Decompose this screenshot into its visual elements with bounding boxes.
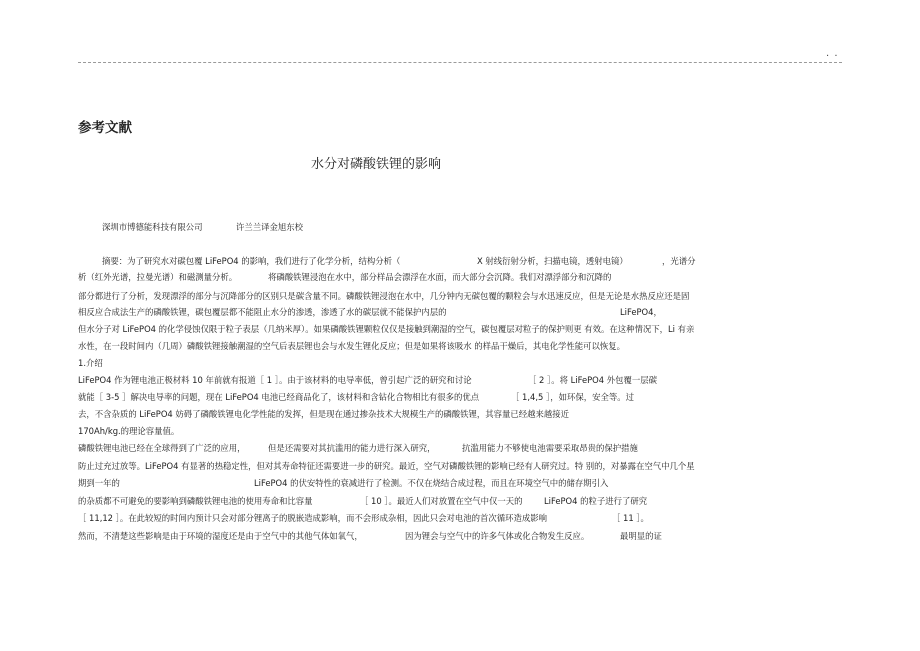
text-segment: 析（红外光谱，拉曼光谱）和磁测量分析。: [78, 272, 238, 282]
text-segment: 部分都进行了分析，发现漂浮的部分与沉降部分的区别只是碳含量不同。磷酸铁锂浸泡在水中，几分钟内无碳包覆的颗粒会与水迅速反应，但是无论是水热反应还是固: [78, 291, 690, 301]
text-segment: ，光谱分: [662, 256, 696, 266]
text-segment: 相反应合成法生产的磷酸铁锂，碳包覆层都不能阻止水分的渗透，渗透了水的碳层就不能保护内层的: [78, 307, 447, 317]
authors-line: 许兰兰译金旭东校: [236, 222, 303, 232]
text-segment: 磷酸铁锂电池已经在全球得到了广泛的应用，: [78, 443, 246, 453]
text-line: [0, 255, 920, 268]
text-segment: 1.介绍: [78, 358, 103, 368]
text-segment: ［ 11,12 ］。在此较短的时间内预计只会对部分锂离子的脱嵌造成影响，而不会形成杂相，因此只会对电池的首次循环造成影响: [78, 513, 547, 523]
text-line: [0, 357, 920, 370]
text-segment: 就能［ 3-5 ］解决电导率的问题，现在 LiFePO4 电池已经商品化了，该材料和含钻化合物相比有很多的优点: [78, 392, 480, 402]
text-segment: 期到一年的: [78, 478, 120, 488]
text-line: [0, 512, 920, 525]
text-segment: LiFePO4 的粒子进行了研究: [544, 496, 648, 506]
text-line: [0, 495, 920, 508]
text-segment: 但水分子对 LiFePO4 的化学侵蚀仅限于粒子表层（几纳米厚）。如果磷酸铁锂颗粒仅仅是接触到潮湿的空气，碳包覆层对粒子的保护则更 有效。在这种情况下，Li 有亲: [78, 324, 695, 334]
text-line: [0, 271, 920, 284]
text-line: [0, 477, 920, 490]
text-segment: 然而，不清楚这些影响是由于环境的湿度还是由于空气中的其他气体如氧气，: [78, 531, 363, 541]
text-segment: ［ 1,4,5 ］，如环保，安全等。过: [511, 392, 634, 402]
text-segment: 但是还需要对其抗滥用的能力进行深入研究，: [268, 443, 436, 453]
text-line: [0, 530, 920, 543]
text-line: [0, 460, 920, 473]
header-rule: [78, 62, 842, 63]
text-segment: 因为锂会与空气中的许多气体或化合物发生反应。: [405, 531, 590, 541]
text-segment: LiFePO4，: [620, 307, 662, 317]
header-marks: . .: [826, 48, 839, 59]
section-heading: 参考文献: [78, 120, 132, 136]
text-segment: ［ 2 ］。将 LiFePO4 外包覆一层碳: [528, 375, 658, 385]
text-segment: ［ 10 ］。最近人们对放置在空气中仅一天的: [360, 496, 523, 506]
text-line: [0, 323, 920, 336]
text-segment: X 射线衍射分析，扫描电镜，透射电镜）: [477, 256, 628, 266]
text-line: [0, 306, 920, 319]
text-line: [0, 340, 920, 353]
text-segment: 摘要：为了研究水对碳包覆 LiFePO4 的影响，我们进行了化学分析，结构分析（: [102, 256, 401, 266]
text-line: [0, 290, 920, 303]
text-segment: 最明显的证: [620, 531, 662, 541]
text-segment: LiFePO4 作为锂电池正极材料 10 年前就有报道［ 1 ］。由于该材料的电导率低，曾引起广泛的研究和讨论: [78, 375, 472, 385]
text-segment: 的杂质都不可避免的要影响到磷酸铁锂电池的使用寿命和比容量: [78, 496, 313, 506]
text-segment: 去，不含杂质的 LiFePO4 妨碍了磷酸铁锂电化学性能的发挥，但是现在通过掺杂技术大规模生产的磷酸铁锂，其容量已经越来越接近: [78, 409, 570, 419]
text-line: [0, 391, 920, 404]
text-line: [0, 374, 920, 387]
company-affiliation: 深圳市博德能科技有限公司: [102, 222, 203, 232]
text-segment: 水性，在一段时间内（几周）磷酸铁锂接触潮湿的空气后表层锂也会与水发生锂化反应；但是如果将该吸水 的样品干燥后，其电化学性能可以恢复。: [78, 341, 626, 351]
text-segment: 防止过充过放等。LiFePO4 有显著的热稳定性，但对其寿命特征还需要进一步的研究。最近，空气对磷酸铁锂的影响已经有人研究过。特 别的，对暴露在空气中几个星: [78, 461, 695, 471]
paper-title: 水分对磷酸铁锂的影响: [311, 157, 442, 172]
text-segment: 170Ah/kg.的理论容量值。: [78, 426, 180, 436]
text-line: [0, 425, 920, 438]
text-segment: ［ 11 ］。: [612, 513, 649, 523]
text-segment: LiFePO4 的伏安特性的衰减进行了检测。不仅在烧结合成过程，而且在环境空气中的储存期引入: [254, 478, 609, 488]
text-line: [0, 408, 920, 421]
text-segment: 抗滥用能力不够使电池需要采取昂贵的保护措施: [462, 443, 638, 453]
text-line: [0, 442, 920, 455]
text-segment: 将磷酸铁锂浸泡在水中，部分样品会漂浮在水面，而大部分会沉降。我们对漂浮部分和沉降的: [268, 272, 612, 282]
